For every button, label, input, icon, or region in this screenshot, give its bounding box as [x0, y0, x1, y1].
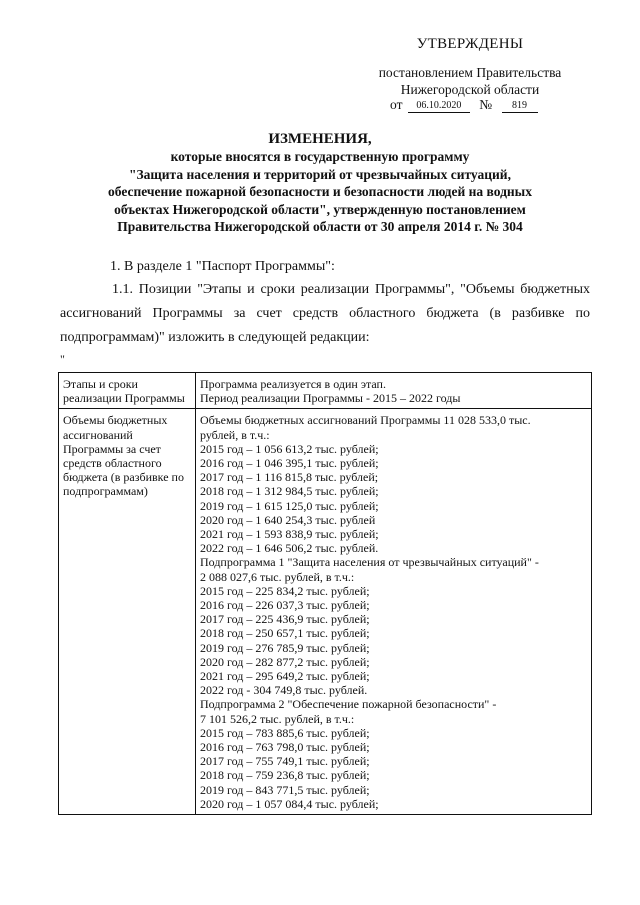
- passport-table: [58, 372, 592, 815]
- value-line: 2019 год – 843 771,5 тыс. рублей;: [200, 782, 370, 797]
- stages-label: Этапы и сроки реализации Программы: [63, 377, 185, 406]
- resolution-line: Нижегородской области: [400, 82, 540, 97]
- value-line: 2015 год – 225 834,2 тыс. рублей;: [200, 583, 370, 598]
- value-line: 2017 год – 225 436,9 тыс. рублей;: [200, 612, 370, 627]
- value-line: 2018 год – 1 312 984,5 тыс. рублей;: [200, 484, 379, 499]
- opening-quote: ": [60, 352, 65, 366]
- value-line: 2020 год – 1 057 084,4 тыс. рублей;: [200, 796, 379, 811]
- resolution-date-number: [390, 97, 538, 113]
- paragraph-1-1: 1.1. Позиции "Этапы и сроки реализации Программы", "Объемы бюджетных ассигнований Программы за счет средств областного бюджета (в разбивке по подпрограммам)" изложить в следующей редакции:: [60, 282, 590, 345]
- paragraph-1: 1. В разделе 1 "Паспорт Программы":: [110, 259, 335, 274]
- resolution-number: 819: [502, 99, 538, 113]
- date-prefix: от: [390, 97, 403, 112]
- value-line: 2022 год - 304 749,8 тыс. рублей.: [200, 683, 368, 698]
- title-line: объектах Нижегородской области", утвержденную постановлением: [114, 201, 526, 217]
- value-line: 2015 год – 1 056 613,2 тыс. рублей;: [200, 441, 379, 456]
- value-line: 2019 год – 1 615 125,0 тыс. рублей;: [200, 498, 379, 513]
- value-line: 2022 год – 1 646 506,2 тыс. рублей.: [200, 541, 379, 556]
- value-line: 2016 год – 1 046 395,1 тыс. рублей;: [200, 456, 379, 471]
- value-line: 2 088 027,6 тыс. рублей, в т.ч.:: [200, 569, 355, 584]
- budget-label: Объемы бюджетных ассигнований Программы за счет средств областного бюджета (в разбивке по подпрограммам): [63, 413, 184, 499]
- value-line: Программа реализуется в один этап.: [200, 377, 386, 391]
- value-line: 2018 год – 250 657,1 тыс. рублей;: [200, 626, 370, 641]
- value-line: 2017 год – 1 116 815,8 тыс. рублей;: [200, 470, 379, 485]
- value-line: 2017 год – 755 749,1 тыс. рублей;: [200, 754, 370, 769]
- value-line: 2016 год – 226 037,3 тыс. рублей;: [200, 598, 370, 613]
- row-label: [59, 409, 196, 815]
- value-line: 2020 год – 1 640 254,3 тыс. рублей: [200, 512, 376, 527]
- value-line: Подпрограмма 2 "Обеспечение пожарной безопасности" -: [200, 697, 497, 712]
- value-line: 7 101 526,2 тыс. рублей, в т.ч.:: [200, 711, 355, 726]
- value-line: Подпрограмма 1 "Защита населения от чрезвычайных ситуаций" -: [200, 555, 539, 570]
- document-title: [60, 131, 580, 235]
- value-line: 2019 год – 276 785,9 тыс. рублей;: [200, 640, 370, 655]
- value-line: рублей, в т.ч.:: [200, 427, 270, 442]
- table-row: [59, 409, 592, 815]
- value-line: 2021 год – 295 649,2 тыс. рублей;: [200, 669, 370, 684]
- title-heading: ИЗМЕНЕНИЯ,: [268, 131, 372, 147]
- title-line: "Защита населения и территорий от чрезвычайных ситуаций,: [129, 166, 511, 182]
- title-line: Правительства Нижегородской области от 30 апреля 2014 г. № 304: [117, 219, 523, 235]
- value-line: 2018 год – 759 236,8 тыс. рублей;: [200, 768, 370, 783]
- approval-stamp: УТВЕРЖДЕНЫ: [416, 36, 524, 52]
- title-line: которые вносятся в государственную программу: [170, 149, 470, 165]
- row-value: [196, 409, 592, 815]
- value-line: 2016 год – 763 798,0 тыс. рублей;: [200, 740, 370, 755]
- row-label: [59, 373, 196, 409]
- resolution-block: [340, 64, 600, 98]
- value-line: 2021 год – 1 593 838,9 тыс. рублей;: [200, 527, 379, 542]
- value-line: Объемы бюджетных ассигнований Программы 11 028 533,0 тыс.: [200, 413, 531, 428]
- number-sign: №: [479, 97, 493, 112]
- value-line: Период реализации Программы - 2015 – 2022 годы: [200, 391, 461, 406]
- resolution-date: 06.10.2020: [408, 99, 470, 113]
- table-row: [59, 373, 592, 409]
- row-value: [196, 373, 592, 409]
- resolution-line: постановлением Правительства: [378, 65, 562, 80]
- title-line: обеспечение пожарной безопасности и безопасности людей на водных: [108, 184, 532, 200]
- value-line: 2020 год – 282 877,2 тыс. рублей;: [200, 654, 370, 669]
- value-line: 2015 год – 783 885,6 тыс. рублей;: [200, 725, 370, 740]
